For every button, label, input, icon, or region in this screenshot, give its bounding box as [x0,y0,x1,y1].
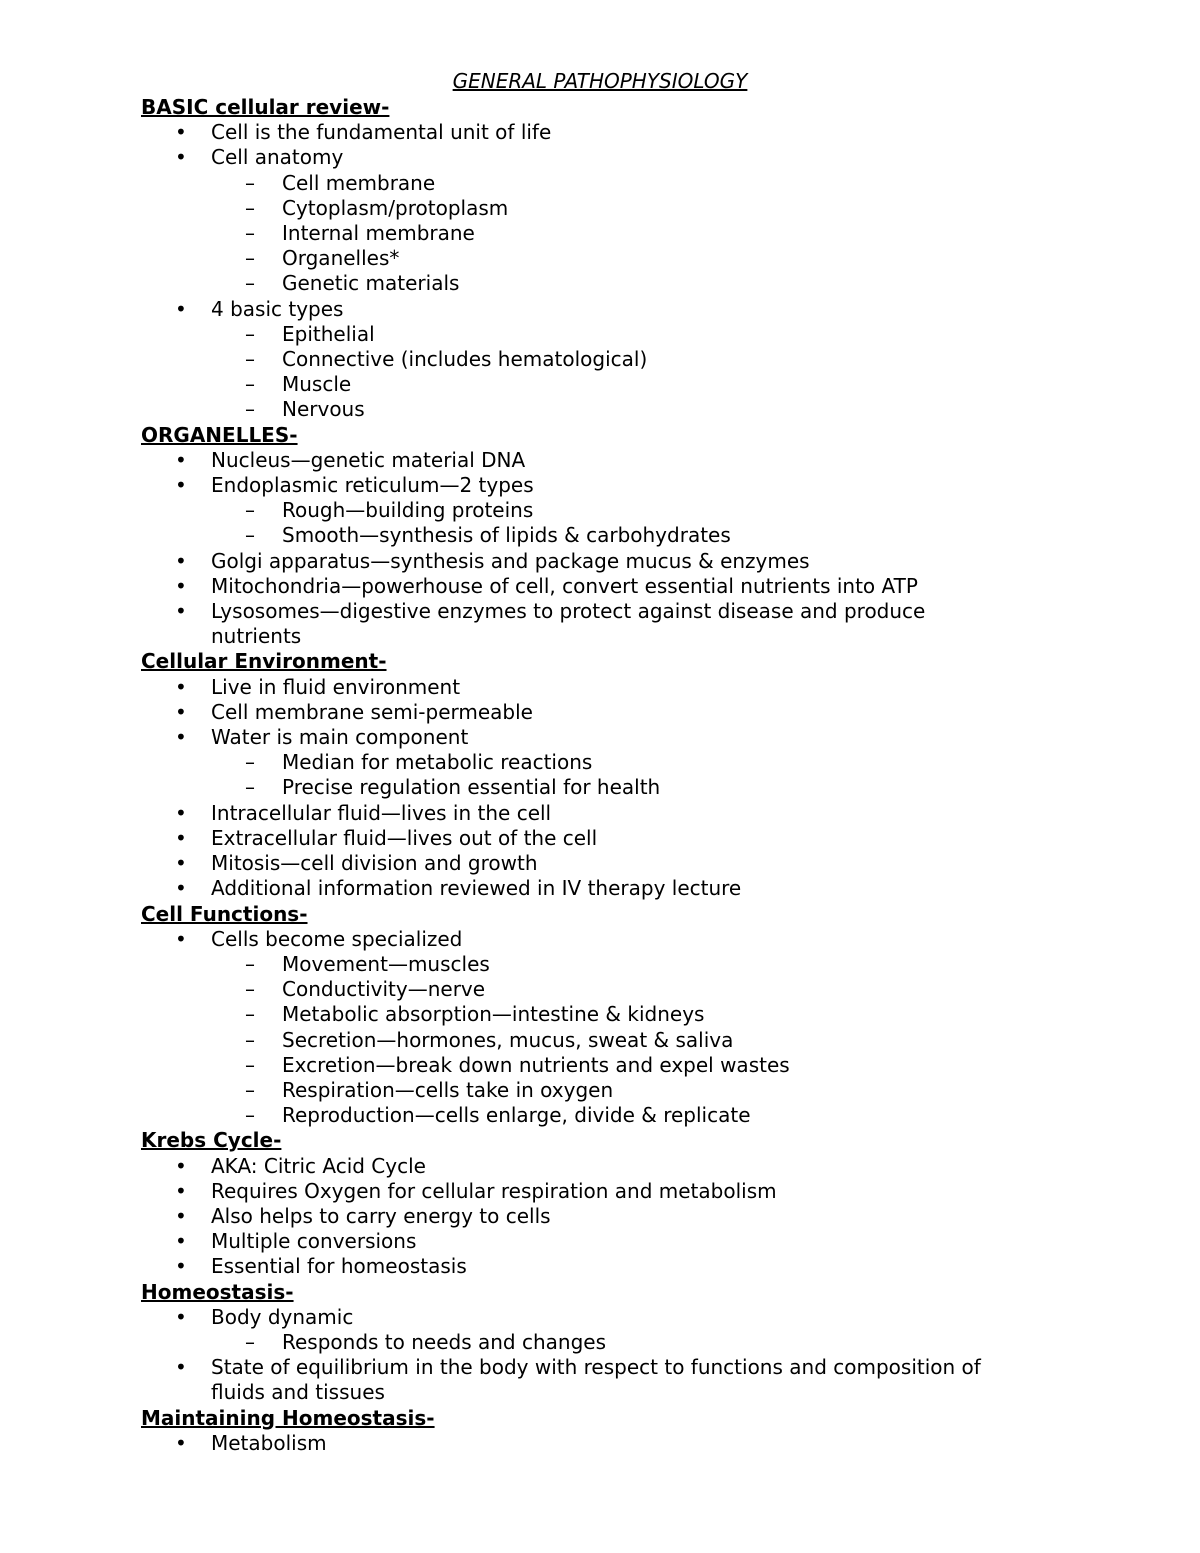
sub-item-text: Genetic materials [282,271,460,296]
bullet-icon: • [175,725,187,750]
bullet-item [141,826,1061,851]
bullet-icon: • [175,1304,187,1329]
dash-icon: – [245,775,255,800]
bullet-text: Multiple conversions [211,1229,417,1254]
bullet-icon: • [175,825,187,850]
section-heading: Maintaining Homeostasis- [141,1405,435,1430]
bullet-text: Water is main component [211,725,469,750]
dash-icon: – [245,271,255,296]
bullet-icon: • [175,1153,187,1178]
sub-item [141,196,1061,221]
bullet-item [141,599,1061,624]
sub-item-text: Secretion—hormones, mucus, sweat & saliva [282,1027,734,1052]
bullet-icon: • [175,1178,187,1203]
dash-icon: – [245,221,255,246]
bullet-item [141,700,1061,725]
dash-icon: – [245,1077,255,1102]
bullet-item [141,145,1061,170]
dash-icon: – [245,347,255,372]
bullet-text: Metabolism [211,1430,327,1455]
dash-icon: – [245,1103,255,1128]
bullet-text: Additional information reviewed in IV therapy lecture [211,876,742,901]
sub-item-text: Excretion—break down nutrients and expel wastes [282,1052,790,1077]
sub-item [141,775,1061,800]
bullet-item [141,120,1061,145]
bullet-icon: • [175,548,187,573]
bullet-item [141,1305,1061,1330]
bullet-text: Mitosis—cell division and growth [211,851,538,876]
bullet-text: Intracellular fluid—lives in the cell [211,800,552,825]
sub-item [141,271,1061,296]
bullet-icon: • [175,1254,187,1279]
bullet-text: Also helps to carry energy to cells [211,1203,551,1228]
sub-item [141,372,1061,397]
bullet-text: Lysosomes—digestive enzymes to protect against disease and produce [211,599,926,624]
section-heading: Krebs Cycle- [141,1128,282,1153]
sub-item [141,952,1061,977]
bullet-item [141,1204,1061,1229]
bullet-text: Endoplasmic reticulum—2 types [211,473,534,498]
bullet-text: Live in fluid environment [211,674,461,699]
sub-item-text: Median for metabolic reactions [282,750,593,775]
bullet-icon: • [175,1430,187,1455]
bullet-item [141,448,1061,473]
sub-item-text: Muscle [282,372,352,397]
section-heading: BASIC cellular review- [141,95,390,119]
bullet-text: Body dynamic [211,1304,354,1329]
sub-item-text: Smooth—synthesis of lipids & carbohydrates [282,523,731,548]
sub-item-text: Cell membrane [282,170,436,195]
bullet-icon: • [175,120,187,145]
sub-item-text: Connective (includes hematological) [282,347,648,372]
sub-item-text: Reproduction—cells enlarge, divide & replicate [282,1103,751,1128]
dash-icon: – [245,170,255,195]
dash-icon: – [245,1027,255,1052]
sub-item-text: Epithelial [282,321,375,346]
dash-icon: – [245,397,255,422]
bullet-item [141,1154,1061,1179]
sub-item-text: Respiration—cells take in oxygen [282,1077,614,1102]
sub-item [141,1002,1061,1027]
bullet-item [141,1431,1061,1456]
dash-icon: – [245,246,255,271]
sub-item-text: Metabolic absorption—intestine & kidneys [282,1002,705,1027]
bullet-continuation: nutrients [211,624,302,649]
dash-icon: – [245,321,255,346]
bullet-item [141,1229,1061,1254]
section-heading: Cell Functions- [141,901,308,926]
bullet-continuation: fluids and tissues [211,1380,385,1405]
bullet-text: Cells become specialized [211,926,463,951]
dash-icon: – [245,977,255,1002]
bullet-item [141,1179,1061,1204]
bullet-icon: • [175,599,187,624]
bullet-item [141,574,1061,599]
sub-item-text: Organelles* [282,246,400,271]
bullet-text: Nucleus—genetic material DNA [211,447,526,472]
sub-item [141,322,1061,347]
sub-item-text: Internal membrane [282,221,475,246]
sub-item [141,1028,1061,1053]
bullet-text: Cell anatomy [211,145,344,170]
sub-item [141,171,1061,196]
bullet-icon: • [175,851,187,876]
sub-item-text: Cytoplasm/protoplasm [282,195,509,220]
bullet-icon: • [175,699,187,724]
dash-icon: – [245,372,255,397]
sub-item-text: Precise regulation essential for health [282,775,661,800]
bullet-item [141,549,1061,574]
bullet-icon: • [175,800,187,825]
bullet-icon: • [175,926,187,951]
bullet-item [141,1355,1061,1380]
bullet-item [141,725,1061,750]
bullet-icon: • [175,1229,187,1254]
bullet-icon: • [175,1203,187,1228]
sub-item-text: Conductivity—nerve [282,977,486,1002]
bullet-icon: • [175,296,187,321]
bullet-text: Extracellular fluid—lives out of the cell [211,825,598,850]
sub-item [141,523,1061,548]
sub-item [141,977,1061,1002]
document-body [141,95,1061,1456]
section-heading: Homeostasis- [141,1279,294,1304]
bullet-text: AKA: Citric Acid Cycle [211,1153,426,1178]
dash-icon: – [245,1002,255,1027]
section-heading: Cellular Environment- [141,649,387,674]
sub-item [141,1078,1061,1103]
bullet-item [141,876,1061,901]
sub-item [141,1053,1061,1078]
sub-item-text: Rough—building proteins [282,498,534,523]
bullet-text: Requires Oxygen for cellular respiration and metabolism [211,1178,777,1203]
bullet-item [141,297,1061,322]
bullet-icon: • [175,674,187,699]
dash-icon: – [245,195,255,220]
dash-icon: – [245,750,255,775]
bullet-icon: • [175,145,187,170]
sub-item [141,246,1061,271]
bullet-icon: • [175,573,187,598]
dash-icon: – [245,523,255,548]
sub-item [141,1103,1061,1128]
bullet-item [141,675,1061,700]
bullet-text: Cell is the fundamental unit of life [211,120,552,145]
dash-icon: – [245,951,255,976]
bullet-item [141,927,1061,952]
dash-icon: – [245,498,255,523]
bullet-item [141,473,1061,498]
sub-item-text: Responds to needs and changes [282,1329,607,1354]
sub-item-text: Movement—muscles [282,951,490,976]
sub-item [141,397,1061,422]
bullet-item [141,801,1061,826]
bullet-text: State of equilibrium in the body with respect to functions and composition of [211,1355,981,1380]
section-heading: ORGANELLES- [141,422,298,447]
sub-item [141,1330,1061,1355]
sub-item [141,221,1061,246]
bullet-text: Essential for homeostasis [211,1254,467,1279]
bullet-icon: • [175,876,187,901]
sub-item [141,750,1061,775]
bullet-text: Mitochondria—powerhouse of cell, convert essential nutrients into ATP [211,573,918,598]
bullet-icon: • [175,473,187,498]
bullet-icon: • [175,1355,187,1380]
sub-item [141,347,1061,372]
bullet-text: 4 basic types [211,296,344,321]
sub-item [141,498,1061,523]
dash-icon: – [245,1329,255,1354]
bullet-icon: • [175,447,187,472]
bullet-item [141,851,1061,876]
bullet-text: Golgi apparatus—synthesis and package mucus & enzymes [211,548,810,573]
document-title: GENERAL PATHOPHYSIOLOGY [452,69,748,93]
dash-icon: – [245,1052,255,1077]
bullet-text: Cell membrane semi-permeable [211,699,533,724]
bullet-item [141,1254,1061,1279]
sub-item-text: Nervous [282,397,365,422]
